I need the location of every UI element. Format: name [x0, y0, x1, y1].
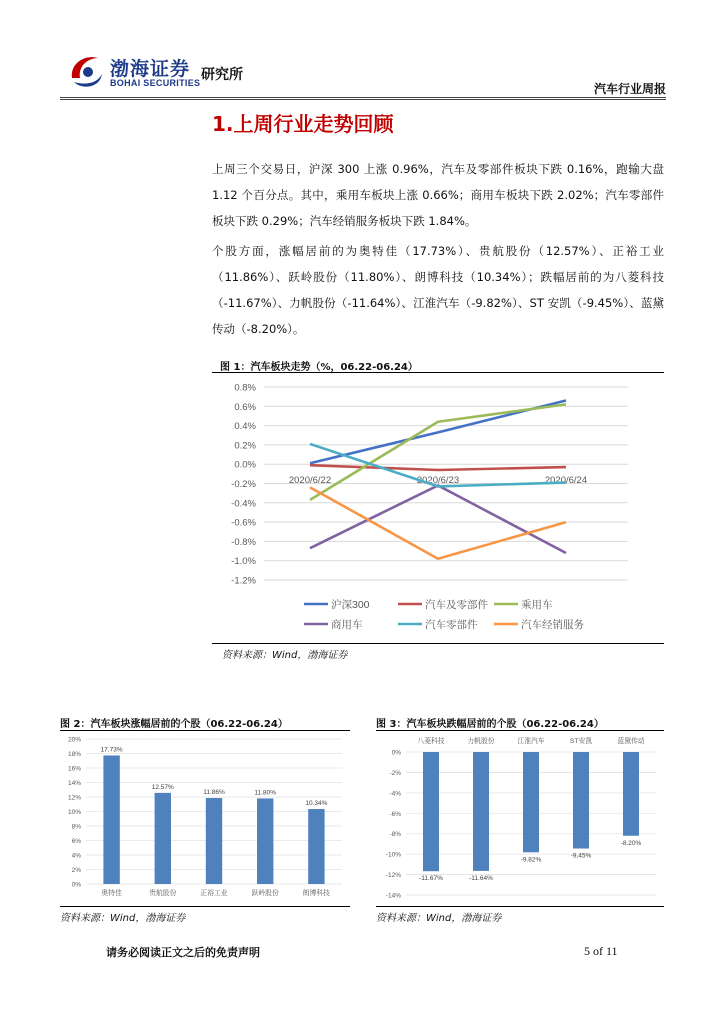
y-tick-label: 18%	[67, 751, 81, 758]
x-tick-label: 2020/6/24	[544, 475, 588, 487]
y-tick-label: 4%	[71, 852, 81, 860]
category-label: 蓝黛传动	[617, 738, 645, 745]
paragraph-market: 上周三个交易日，沪深 300 上涨 0.96%，汽车及零部件板块下跌 0.16%，跑输大盘 1.12 个百分点。其中，乘用车板块上涨 0.66%；商用车板块下跌 2.02%；汽车零部件板块下跌 0.29%；汽车经销服务板块下跌 1.84%。	[212, 162, 664, 228]
y-tick-label: 20%	[67, 736, 81, 744]
category-label: 贵航股份	[149, 890, 177, 897]
logo-mark-icon	[68, 52, 104, 92]
legend-label: 汽车及零部件	[425, 599, 488, 611]
y-tick-label: -10%	[385, 851, 401, 859]
figure1-rule-bottom	[212, 643, 664, 644]
data-label: -9.82%	[520, 856, 542, 864]
section-title: 1.上周行业走势回顾	[212, 112, 394, 136]
y-tick-label: 0.4%	[234, 421, 256, 433]
y-tick-label: -14%	[385, 892, 401, 900]
bar	[473, 752, 489, 871]
bar	[155, 793, 171, 884]
y-tick-label: -0.6%	[231, 517, 256, 529]
y-tick-label: -4%	[389, 790, 401, 798]
header-rule	[60, 97, 666, 100]
bar-chart-top-losers	[376, 731, 664, 905]
brand-name-en: BOHAI SECURITIES	[110, 78, 201, 88]
figure2-rule-bottom	[60, 906, 350, 907]
category-label: 跃岭股份	[251, 890, 279, 897]
brand-name-cn: 渤海证券	[110, 58, 191, 80]
data-label: -11.67%	[419, 875, 443, 883]
bar	[103, 755, 119, 884]
y-tick-label: 0.8%	[234, 382, 256, 394]
legend-label: 沪深300	[331, 599, 370, 611]
category-label: 正裕工业	[200, 890, 228, 897]
bar	[623, 752, 639, 836]
series-line	[310, 485, 566, 553]
line-chart-sector-trend	[212, 373, 664, 641]
series-line	[310, 487, 566, 558]
series-line	[310, 465, 566, 470]
y-tick-label: -8%	[389, 831, 401, 839]
category-label: 八菱科技	[417, 738, 445, 745]
bar-chart-top-gainers	[60, 731, 350, 905]
brand-dept: 研究所	[201, 67, 243, 83]
y-tick-label: -0.8%	[231, 536, 256, 548]
figure3-rule-bottom	[376, 906, 664, 907]
y-tick-label: -0.2%	[231, 479, 256, 490]
figure3-title: 图 3：汽车板块跌幅居前的个股（06.22-06.24）	[376, 719, 604, 730]
data-label: -8.20%	[620, 839, 642, 847]
bar	[257, 798, 273, 884]
bar	[423, 752, 439, 871]
legend-label: 乘用车	[521, 599, 553, 611]
x-tick-label: 2020/6/23	[416, 475, 460, 487]
y-tick-label: -12%	[385, 872, 401, 880]
category-label: 江淮汽车	[517, 738, 545, 745]
y-tick-label: 10%	[67, 809, 81, 816]
category-label: ST安凯	[569, 738, 593, 745]
category-label: 力帆股份	[467, 738, 495, 745]
paragraph-stocks: 个股方面，涨幅居前的为奥特佳（17.73%）、贵航股份（12.57%）、正裕工业（11.86%）、跃岭股份（11.80%）、朗博科技（10.34%）；跌幅居前的为八菱科技（-11.67%）、力帆股份（-11.64%）、江淮汽车（-9.82%）、ST 安凯（-9.45%）、蓝黛传动（-8.20%）。	[212, 244, 664, 336]
y-tick-label: 16%	[67, 765, 81, 773]
bar	[308, 809, 324, 884]
y-tick-label: 0.2%	[234, 440, 256, 452]
y-tick-label: -6%	[389, 810, 401, 818]
data-label: -11.64%	[469, 874, 493, 882]
legend-label: 商用车	[331, 619, 363, 631]
figure1-title: 图 1：汽车板块走势（%，06.22-06.24）	[220, 362, 418, 373]
y-tick-label: 14%	[67, 780, 81, 787]
bar	[523, 752, 539, 852]
bar	[206, 798, 222, 884]
data-label: 11.80%	[254, 789, 276, 797]
y-tick-label: 0.6%	[234, 401, 256, 413]
y-tick-label: -0.4%	[231, 498, 256, 510]
y-tick-label: 12%	[67, 794, 81, 802]
figure3-source: 资料来源：Wind，渤海证券	[376, 913, 502, 924]
y-tick-label: 0%	[391, 749, 401, 757]
y-tick-label: -1.0%	[231, 556, 256, 568]
y-tick-label: -2%	[389, 769, 401, 777]
data-label: 11.86%	[203, 789, 225, 797]
figure1-source: 资料来源：Wind，渤海证券	[222, 650, 348, 661]
report-type: 汽车行业周报	[593, 82, 666, 96]
y-tick-label: 8%	[71, 823, 81, 831]
page-number: 5 of 11	[584, 944, 618, 958]
category-label: 奥特佳	[101, 890, 122, 897]
bar	[573, 752, 589, 849]
data-label: -9.45%	[570, 852, 592, 860]
y-tick-label: -1.2%	[231, 575, 256, 587]
footer-disclaimer: 请务必阅读正文之后的免责声明	[106, 946, 260, 959]
category-label: 朗博科技	[302, 890, 330, 897]
data-label: 10.34%	[305, 800, 328, 808]
data-label: 12.57%	[151, 783, 174, 791]
y-tick-label: 2%	[71, 867, 81, 874]
brand-logo	[68, 50, 268, 96]
y-tick-label: 0%	[71, 881, 81, 889]
legend-label: 汽车经销服务	[521, 619, 584, 631]
x-tick-label: 2020/6/22	[288, 475, 332, 487]
data-label: 17.73%	[100, 746, 123, 754]
y-tick-label: 0.0%	[234, 459, 256, 471]
y-tick-label: 6%	[71, 838, 81, 845]
figure2-source: 资料来源：Wind，渤海证券	[60, 913, 186, 924]
legend-label: 汽车零部件	[425, 619, 478, 631]
figure2-title: 图 2：汽车板块涨幅居前的个股（06.22-06.24）	[60, 719, 288, 730]
